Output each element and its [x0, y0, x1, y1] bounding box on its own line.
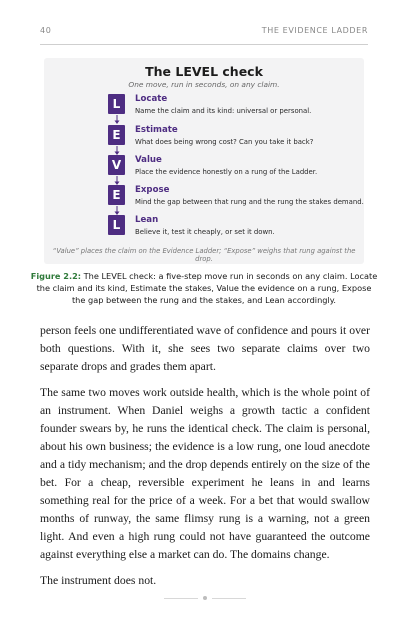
step-description: Name the claim and its kind: universal or personal. — [135, 107, 312, 115]
ornament-dot — [203, 596, 207, 600]
step-description: Believe it, test it cheaply, or set it down. — [135, 228, 275, 236]
step-letter-badge: L — [108, 94, 125, 114]
step-estimate — [108, 125, 358, 149]
figure-footnote: “Value” places the claim on the Evidence Ladder; “Expose” weighs that rung against the drop. — [52, 247, 356, 263]
step-letter-badge: V — [108, 155, 125, 175]
figure-caption — [30, 270, 378, 306]
page-number: 40 — [40, 26, 52, 35]
step-description: What does being wrong cost? Can you take it back? — [135, 138, 314, 146]
step-name: Locate — [135, 94, 168, 104]
ornament-rule-left — [164, 598, 198, 599]
down-arrow-icon — [113, 115, 121, 125]
step-name: Lean — [135, 215, 159, 225]
level-check-figure — [44, 58, 364, 264]
step-description: Mind the gap between that rung and the rung the stakes demand. — [135, 198, 364, 206]
section-end-ornament — [164, 596, 246, 602]
step-name: Expose — [135, 185, 170, 195]
ornament-rule-right — [212, 598, 246, 599]
figure-subtitle: One move, run in seconds, on any claim. — [128, 80, 280, 89]
body-text — [40, 322, 370, 598]
step-name: Value — [135, 155, 162, 165]
step-letter-badge: L — [108, 215, 125, 235]
body-paragraph: person feels one undifferentiated wave of confidence and pours it over both questions. With it, she sees two separate claims over two separate drops and grades them apart. — [40, 324, 370, 373]
body-paragraph: The instrument does not. — [40, 574, 157, 587]
step-locate — [108, 94, 358, 118]
step-letter-badge: E — [108, 125, 125, 145]
step-expose — [108, 185, 364, 209]
step-lean — [108, 215, 358, 239]
step-name: Estimate — [135, 125, 178, 135]
figure-title: The LEVEL check — [145, 64, 263, 79]
step-description: Place the evidence honestly on a rung of the Ladder. — [135, 168, 318, 176]
figure-caption-label: Figure 2.2: — [30, 271, 82, 281]
running-header — [40, 24, 368, 45]
step-value — [108, 155, 358, 179]
figure-caption-text: The LEVEL check: a five-step move run in seconds on any claim. Locate the claim and its kind, Estimate the stakes, Value the evidence on a rung, Expose the gap between the rung and the stakes, and Lean accordingly. — [36, 271, 378, 305]
body-paragraph: The same two moves work outside health, which is the whole point of an instrument. When Daniel weighs a growth tactic a confident founder swears by, he runs the identical check. The claim is personal, about his own business; the evidence is a low rung, one loud anecdote and a tidy mechanism; and the drop depends entirely on the size of the bet. For a cheap, reversible experiment he leans in and learns something real for the price of a week. For a bet that would swallow months of runway, the same flimsy rung is a warning, not a green light. And even a high rung could not have guaranteed the outcome against everything else a market can do. The domains change. — [40, 386, 370, 561]
running-title: THE EVIDENCE LADDER — [261, 26, 368, 35]
step-letter-badge: E — [108, 185, 125, 205]
